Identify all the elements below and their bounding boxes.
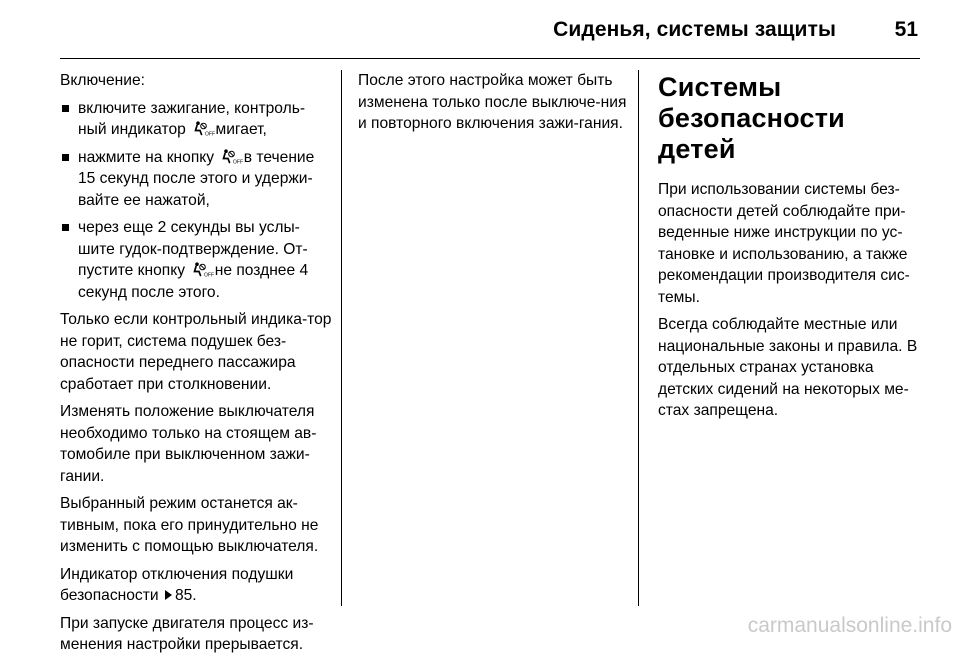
bullet-square-icon	[62, 154, 69, 161]
section-heading: Системы безопасности детей	[658, 72, 845, 164]
column-left	[60, 70, 332, 662]
page-header	[60, 0, 920, 59]
svg-text:OFF: OFF	[233, 159, 244, 165]
paragraph: Только если контрольный индика-тор не горит, система подушек без-опасности переднего пассажира сработает при столкновении.	[60, 311, 332, 393]
list-item	[60, 217, 332, 303]
svg-text:OFF: OFF	[204, 272, 215, 279]
bullet-list	[60, 98, 332, 304]
list-item-text: через еще 2 секунды вы услы-шите гудок-подтверждение. От-пустите кнопку	[78, 219, 308, 279]
paragraph: Изменять положение выключателя необходимо только на стоящем ав-томобиле при выключенном зажи-гании.	[60, 403, 317, 485]
page-number: 51	[894, 18, 918, 41]
paragraph: После этого настройка может быть изменена только после выключе-ния и повторного включения зажи-гания.	[358, 72, 627, 132]
list-item-text: в течение 15 секунд после этого и удержи-вайте ее нажатой,	[78, 148, 315, 209]
cross-reference-paragraph	[60, 564, 332, 607]
column-middle	[358, 70, 628, 141]
reference-page-link[interactable]: 85.	[174, 587, 197, 604]
list-item-text: включите зажигание, контроль-ный индикатор	[78, 99, 306, 138]
page-title: Сиденья, системы защиты	[553, 18, 836, 41]
paragraph: Выбранный режим останется ак-тивным, пока его принудительно не изменить с помощью выключателя.	[60, 495, 319, 555]
list-item-text: нажмите на кнопку	[78, 148, 215, 166]
column-divider	[341, 70, 342, 606]
intro-text: Включение:	[60, 72, 145, 89]
paragraph: Всегда соблюдайте местные или национальные законы и правила. В отдельных странах установка детских сидений на некоторых ме-стах запрещена.	[658, 316, 918, 419]
bullet-square-icon	[62, 224, 69, 231]
column-right	[658, 70, 922, 428]
list-item	[60, 98, 332, 141]
reference-arrow-icon	[165, 590, 172, 600]
list-item	[60, 147, 332, 212]
bullet-square-icon	[62, 105, 69, 112]
paragraph: При использовании системы без-опасности детей соблюдайте при-веденные ниже инструкции по ус-тановке и использованию, а также рекомендации производителя сис-темы.	[658, 181, 910, 306]
list-item-text: мигает,	[215, 121, 267, 138]
airbag-off-icon	[220, 149, 244, 165]
list-item-text: не позднее 4 секунд после этого.	[78, 262, 309, 301]
airbag-off-icon	[192, 121, 216, 138]
paragraph: При запуске двигателя процесс из-менения настройки прерывается.	[60, 614, 314, 653]
watermark: carmanualsonline.info	[747, 614, 952, 637]
svg-text:OFF: OFF	[205, 131, 216, 138]
reference-text: Индикатор отключения подушки безопасности	[60, 565, 294, 604]
column-divider	[638, 70, 639, 606]
airbag-off-icon	[191, 262, 215, 279]
